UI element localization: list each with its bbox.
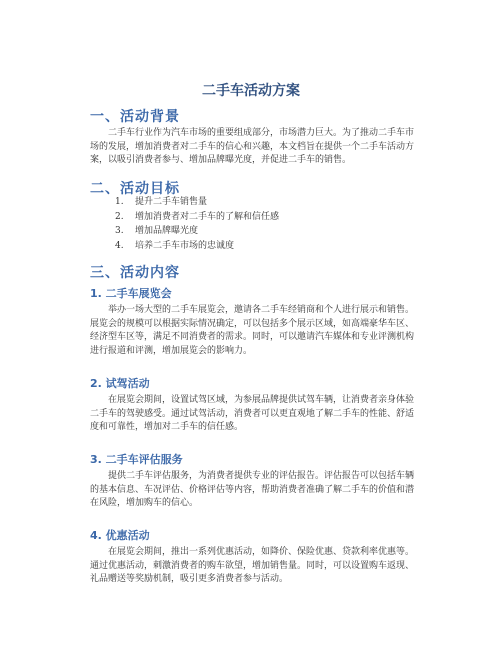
section-background-paragraph: 二手车行业作为汽车市场的重要组成部分，市场潜力巨大。为了推动二手车市场的发展，增加消费者对二手车的信心和兴趣，本文档旨在提供一个二手车活动方案，以吸引消费者参与、增加品牌曝光度，并促进二手车的销售。 — [90, 128, 415, 165]
section-heading-background: 一、活动背景 — [90, 109, 180, 125]
subsection-test-drive-paragraph: 在展览会期间，设置试驾区域，为参展品牌提供试驾车辆，让消费者亲身体验二手车的驾驶感受。通过试驾活动，消费者可以更直观地了解二手车的性能、舒适度和可靠性，增加对二手车的信任感。 — [90, 395, 415, 432]
goals-list — [115, 195, 279, 253]
list-item: 4. 培养二手车市场的忠诚度 — [115, 240, 235, 251]
section-heading-content: 三、活动内容 — [90, 265, 180, 281]
list-item: 3. 增加品牌曝光度 — [115, 226, 199, 236]
section-heading-goals: 二、活动目标 — [90, 181, 180, 197]
subsection-discounts-paragraph: 在展览会期间，推出一系列优惠活动，如降价、保险优惠、贷款利率优惠等。通过优惠活动，刺激消费者的购车欲望，增加销售量。同时，可以设置购车返现、礼品赠送等奖励机制，吸引更多消费者参与活动。 — [90, 547, 415, 584]
subsection-evaluation-paragraph: 提供二手车评估服务，为消费者提供专业的评估报告。评估报告可以包括车辆的基本信息、车况评估、价格评估等内容，帮助消费者准确了解二手车的价值和潜在风险，增加购车的信心。 — [90, 471, 415, 508]
subsection-heading-test-drive: 2. 试驾活动 — [90, 377, 150, 390]
subsection-heading-exhibition: 1. 二手车展览会 — [90, 287, 172, 300]
document-title: 二手车活动方案 — [202, 83, 300, 99]
list-item: 2. 增加消费者对二手车的了解和信任感 — [115, 211, 280, 222]
list-item: 1. 提升二手车销售量 — [115, 197, 208, 207]
subsection-exhibition-paragraph: 举办一场大型的二手车展览会，邀请各二手车经销商和个人进行展示和销售。展览会的规模可以根据实际情况确定，可以包括多个展示区域，如高端豪华车区、经济型车区等，满足不同消费者的需求。同时，可以邀请汽车媒体和专业评测机构进行报道和评测，增加展览会的影响力。 — [90, 305, 415, 356]
subsection-heading-discounts: 4. 优惠活动 — [90, 529, 150, 542]
subsection-heading-evaluation: 3. 二手车评估服务 — [90, 453, 183, 466]
